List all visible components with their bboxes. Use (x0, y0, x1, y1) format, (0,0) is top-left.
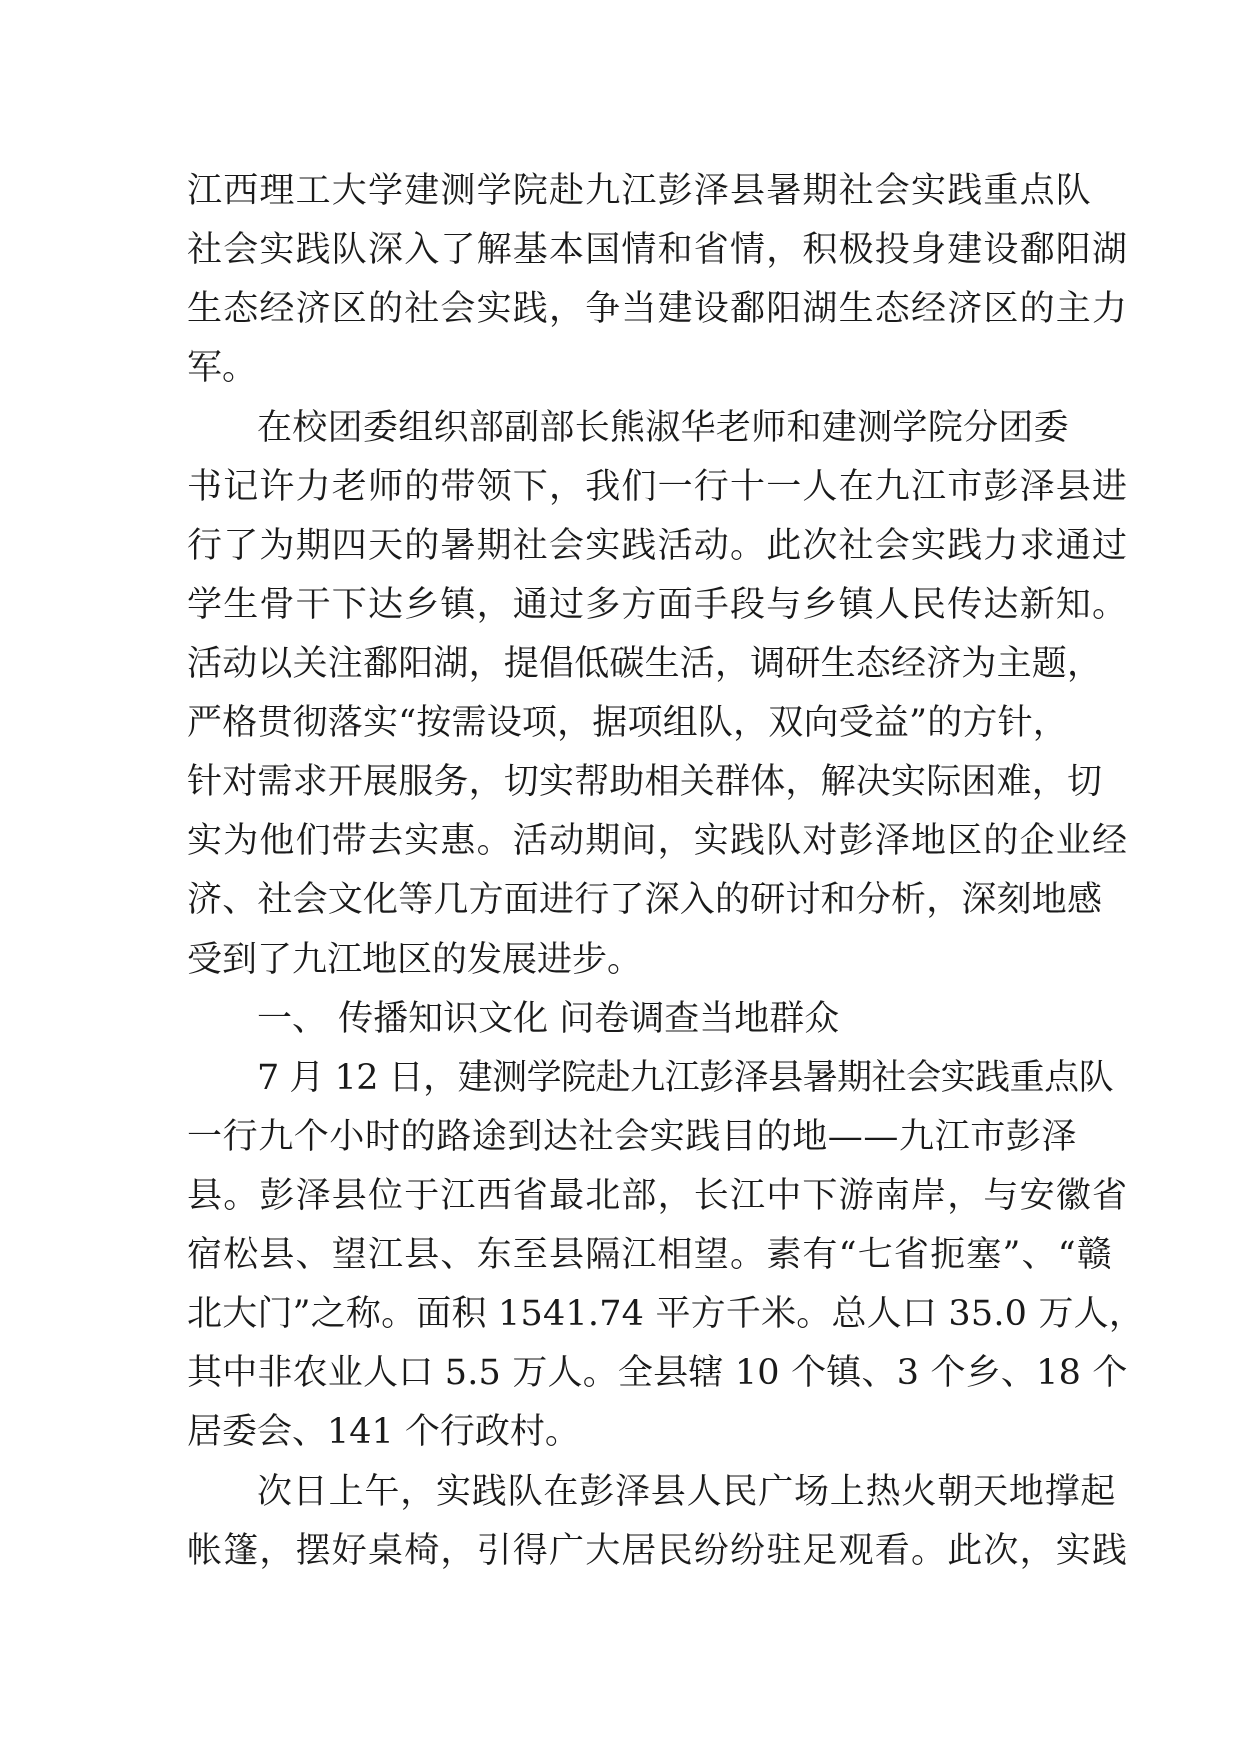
paragraph-3-line-2: 一行九个小时的路途到达社会实践目的地——九江市彭泽 (187, 1117, 1078, 1157)
paragraph-1-line-4: 军。 (187, 348, 258, 388)
paragraph-3-line-1: 7 月 12 日，建测学院赴九江彭泽县暑期社会实践重点队 (257, 1058, 1114, 1098)
paragraph-2-line-5: 活动以关注鄱阳湖，提倡低碳生活，调研生态经济为主题， (187, 644, 1103, 684)
paragraph-3-line-3: 县。彭泽县位于江西省最北部，长江中下游南岸，与安徽省 (187, 1176, 1129, 1216)
paragraph-2-line-8: 实为他们带去实惠。活动期间，实践队对彭泽地区的企业经 (187, 821, 1129, 861)
section-heading: 一、 传播知识文化 问卷调查当地群众 (257, 999, 840, 1039)
paragraph-3-line-6: 其中非农业人口 5.5 万人。全县辖 10 个镇、3 个乡、18 个 (187, 1353, 1128, 1393)
paragraph-2-line-7: 针对需求开展服务，切实帮助相关群体，解决实际困难，切 (187, 762, 1103, 802)
paragraph-2-line-2: 书记许力老师的带领下，我们一行十一人在九江市彭泽县进 (187, 467, 1129, 507)
paragraph-2-line-3: 行了为期四天的暑期社会实践活动。此次社会实践力求通过 (187, 526, 1129, 566)
paragraph-3-line-7: 居委会、141 个行政村。 (187, 1412, 580, 1452)
paragraph-2-line-10: 受到了九江地区的发展进步。 (187, 940, 643, 980)
paragraph-1-line-3: 生态经济区的社会实践，争当建设鄱阳湖生态经济区的主力 (187, 289, 1129, 329)
paragraph-2-line-9: 济、社会文化等几方面进行了深入的研讨和分析，深刻地感 (187, 880, 1103, 920)
paragraph-2-line-4: 学生骨干下达乡镇，通过多方面手段与乡镇人民传达新知。 (187, 585, 1129, 625)
paragraph-4-line-2: 帐篷，摆好桌椅，引得广大居民纷纷驻足观看。此次，实践 (187, 1531, 1129, 1571)
paragraph-3-line-4: 宿松县、望江县、东至县隔江相望。素有“七省扼塞”、“赣 (187, 1235, 1114, 1275)
paragraph-4-line-1: 次日上午，实践队在彭泽县人民广场上热火朝天地撑起 (257, 1472, 1117, 1512)
paragraph-1-line-2: 社会实践队深入了解基本国情和省情，积极投身建设鄱阳湖 (187, 230, 1129, 270)
paragraph-2-line-1: 在校团委组织部副部长熊淑华老师和建测学院分团委 (257, 408, 1069, 448)
paragraph-2-line-6: 严格贯彻落实“按需设项，据项组队，双向受益”的方针， (187, 703, 1068, 743)
paragraph-3-line-5: 北大门”之称。面积 1541.74 平方千米。总人口 35.0 万人， (187, 1294, 1145, 1334)
paragraph-1-line-1: 江西理工大学建测学院赴九江彭泽县暑期社会实践重点队 (187, 171, 1093, 211)
